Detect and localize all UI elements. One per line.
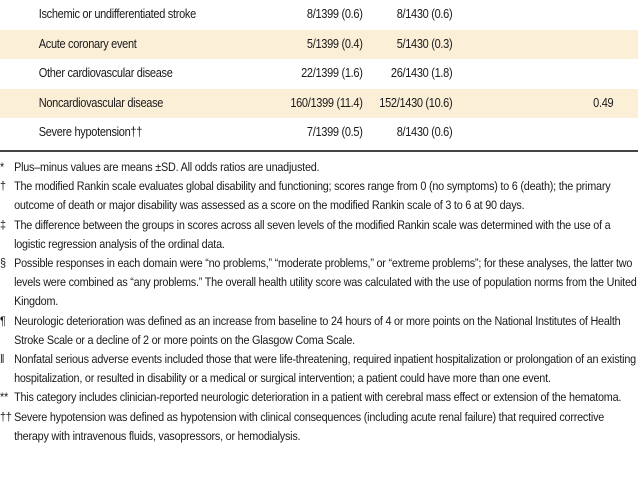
footnote-text: Neurologic deterioration was defined as an increase from baseline to 24 hours of 4 or more points on the National Institutes of Health Stroke Scale or a decline of 2 or more points on the Glasgow Coma Scale.: [14, 313, 621, 347]
table-row: [0, 118, 638, 148]
footnote: [0, 254, 638, 312]
group-a-value: 5/1399 (0.4): [306, 36, 363, 51]
row-label: Ischemic or undifferentiated stroke: [38, 7, 196, 21]
outcomes-table: [0, 0, 638, 148]
footnote-symbol: ††: [0, 409, 12, 424]
group-a-value: 8/1399 (0.6): [306, 7, 363, 21]
footnote-text: Severe hypotension was defined as hypotension with clinical consequences (including acute renal failure) that required corrective therapy with intravenous fluids, vasopressors, or hemodialysis.: [14, 409, 605, 443]
p-value: 0.49: [593, 95, 614, 110]
table-bottom-rule: [0, 150, 638, 152]
footnote: [0, 216, 638, 254]
group-b-value: 26/1430 (1.8): [390, 66, 453, 81]
footnote-text: The difference between the groups in scores across all seven levels of the modified Rankin scale was determined with the use of a logistic regression analysis of the ordinal data.: [14, 217, 611, 251]
row-label: Other cardiovascular disease: [38, 66, 173, 81]
group-b-value: 5/1430 (0.3): [396, 36, 453, 51]
group-a-value: 7/1399 (0.5): [306, 125, 363, 140]
footnote-text: The modified Rankin scale evaluates global disability and functioning; scores range from 0 (no symptoms) to 6 (death); the primary outcome of death or major disability was assessed as a score on the modified Rankin scale of 3 to 6 at 90 days.: [14, 179, 611, 213]
footnote-symbol: §: [0, 256, 6, 271]
table-row: [0, 0, 638, 30]
footnote-text: Nonfatal serious adverse events included those that were life-threatening, required inpatient hospitalization or prolongation of an existing hospitalization, or resulted in disability or a medical or surgical intervention; a patient could have more than one event.: [14, 352, 636, 386]
footnote: [0, 177, 638, 215]
table-row: [0, 59, 638, 89]
footnote: [0, 158, 638, 177]
row-label: Noncardiovascular disease: [38, 95, 164, 110]
group-a-value: 22/1399 (1.6): [301, 66, 363, 81]
footnotes: [0, 158, 638, 446]
footnote-symbol: †: [0, 179, 6, 194]
footnote-text: This category includes clinician-reported neurologic deterioration in a patient with cerebral mass effect or extension of the hematoma.: [14, 390, 622, 405]
footnote-symbol: ‖: [0, 352, 5, 367]
footnote-text: Plus–minus values are means ±SD. All odds ratios are unadjusted.: [14, 160, 320, 174]
footnote: [0, 408, 638, 446]
footnote-text: Possible responses in each domain were “no problems,” “moderate problems,” or “extreme problems”; for these analyses, the latter two levels were combined as “any problems.” The overall health utility score was calculated with the use of population norms from the United Kingdom.: [14, 256, 637, 309]
group-b-value: 8/1430 (0.6): [396, 125, 453, 140]
footnote: [0, 388, 638, 407]
footnote-symbol: ‡: [0, 217, 6, 232]
footnote-symbol: ¶: [0, 313, 6, 328]
group-b-value: 8/1430 (0.6): [396, 7, 453, 21]
table-row: [0, 89, 638, 119]
group-b-value: 152/1430 (10.6): [379, 95, 453, 110]
footnote: [0, 350, 638, 388]
footnote-symbol: **: [0, 390, 8, 405]
row-label: Severe hypotension††: [38, 125, 143, 140]
group-a-value: 160/1399 (11.4): [290, 95, 363, 110]
footnote-symbol: *: [0, 160, 5, 174]
footnote: [0, 312, 638, 350]
table-row: [0, 30, 638, 60]
row-label: Acute coronary event: [38, 36, 137, 51]
